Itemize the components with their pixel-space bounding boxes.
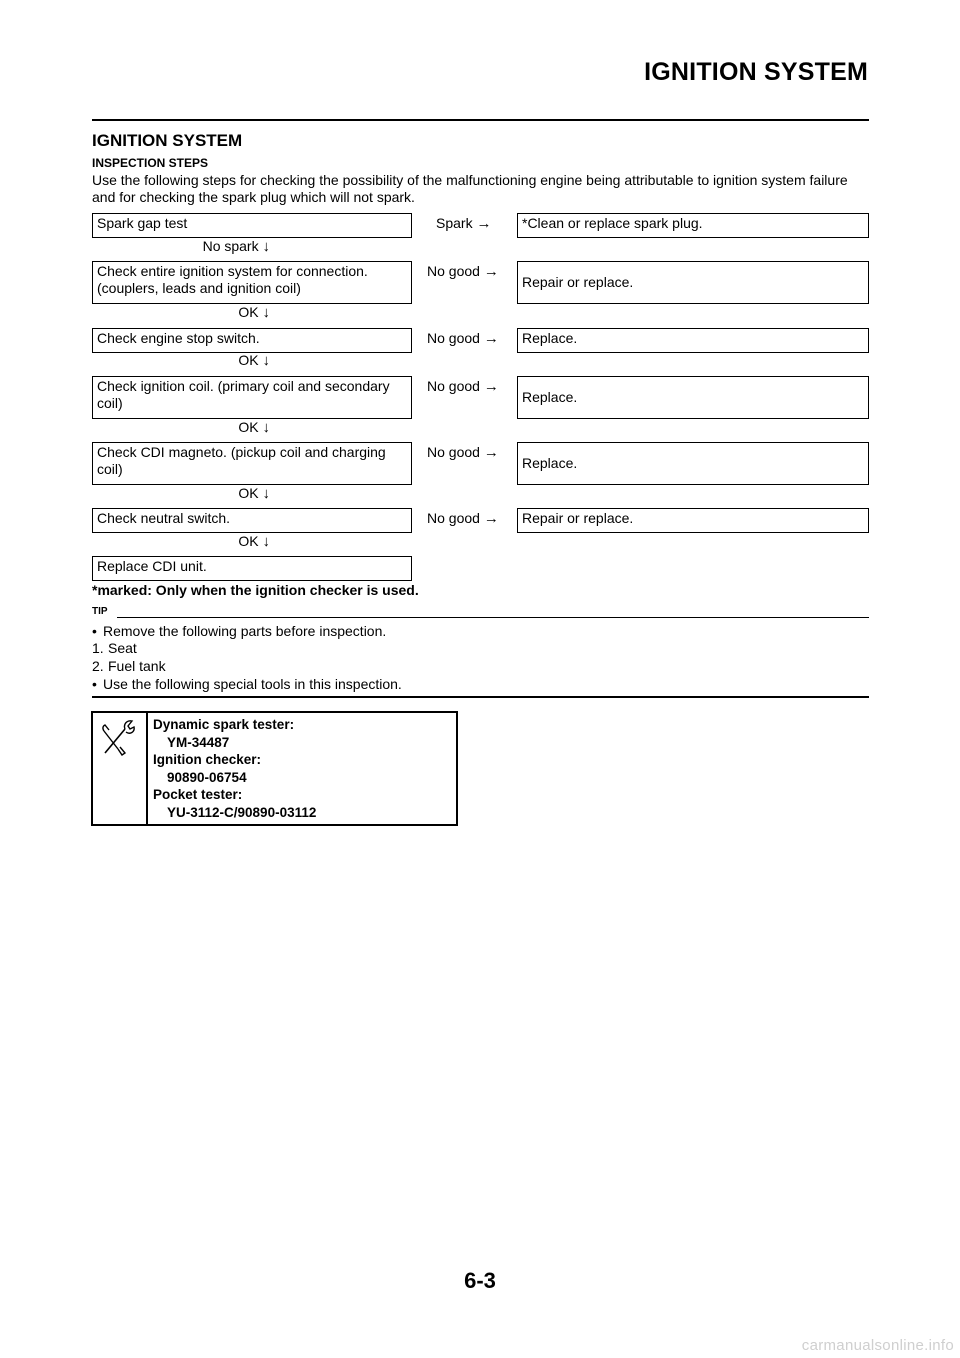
action-box: Replace. — [517, 376, 869, 419]
check-box: Check entire ignition system for connection. (couplers, leads and ignition coil) — [92, 261, 412, 304]
down-label: OK ↓ — [238, 419, 270, 436]
tool-name: Dynamic spark tester: — [153, 717, 295, 732]
watermark: carmanualsonline.info — [801, 1337, 954, 1354]
arrow-right-icon: → — [483, 263, 499, 280]
tip-rule — [92, 696, 869, 698]
fail-label: No good → — [427, 330, 499, 347]
page-header-title: IGNITION SYSTEM — [644, 58, 868, 86]
arrow-down-icon: ↓ — [262, 352, 270, 369]
action-box: *Clean or replace spark plug. — [517, 213, 869, 238]
arrow-down-icon: ↓ — [262, 419, 270, 436]
page-number: 6-3 — [464, 1268, 496, 1293]
section-subtitle: INSPECTION STEPS — [92, 156, 209, 170]
action-box: Replace. — [517, 442, 869, 485]
check-box: Spark gap test — [92, 213, 412, 238]
down-label: OK ↓ — [238, 352, 270, 369]
action-box: Repair or replace. — [517, 508, 869, 533]
special-tools-box — [91, 711, 458, 826]
special-tool-icon — [101, 719, 137, 764]
check-box: Check neutral switch. — [92, 508, 412, 533]
down-label: OK ↓ — [238, 304, 270, 321]
fail-label: No good → — [427, 378, 499, 395]
asterisk-note: *marked: Only when the ignition checker is used. — [92, 582, 419, 598]
down-label: OK ↓ — [238, 485, 270, 502]
tool-divider — [146, 713, 148, 824]
fail-label: No good → — [427, 444, 499, 461]
arrow-right-icon: → — [483, 444, 499, 461]
tool-code: YM-34487 — [167, 734, 230, 750]
tool-name: Pocket tester: — [153, 787, 243, 802]
action-box: Repair or replace. — [517, 261, 869, 304]
tool-code: 90890-06754 — [167, 769, 247, 785]
arrow-down-icon: ↓ — [262, 533, 270, 550]
tip-line: • Use the following special tools in this inspection. — [92, 676, 402, 692]
check-box: Check ignition coil. (primary coil and secondary coil) — [92, 376, 412, 419]
arrow-right-icon: → — [483, 330, 499, 347]
header-rule — [92, 119, 869, 121]
tip-rule — [117, 617, 869, 618]
arrow-right-icon: → — [476, 215, 492, 232]
fail-label: No good → — [427, 510, 499, 527]
arrow-down-icon: ↓ — [262, 238, 270, 255]
tip-line: • Remove the following parts before inspection. — [92, 623, 387, 639]
tip-label: TIP — [92, 606, 108, 617]
check-box: Replace CDI unit. — [92, 556, 412, 581]
fail-label: Spark → — [436, 215, 492, 232]
arrow-right-icon: → — [483, 510, 499, 527]
check-box: Check engine stop switch. — [92, 328, 412, 353]
tip-line: 2. Fuel tank — [92, 658, 166, 674]
intro-paragraph: Use the following steps for checking the possibility of the malfunctioning engine being attributable to ignition system failure and for checking the spark plug which will not spark. — [92, 172, 848, 205]
tool-code: YU-3112-C/90890-03112 — [167, 804, 317, 820]
fail-label: No good → — [427, 263, 499, 280]
tool-list — [153, 716, 316, 821]
tool-name: Ignition checker: — [153, 752, 262, 767]
arrow-down-icon: ↓ — [262, 304, 270, 321]
action-box: Replace. — [517, 328, 869, 353]
check-box: Check CDI magneto. (pickup coil and charging coil) — [92, 442, 412, 485]
arrow-down-icon: ↓ — [262, 485, 270, 502]
section-title: IGNITION SYSTEM — [92, 131, 243, 150]
down-label: No spark ↓ — [202, 238, 270, 255]
arrow-right-icon: → — [483, 378, 499, 395]
tip-line: 1. Seat — [92, 640, 137, 656]
down-label: OK ↓ — [238, 533, 270, 550]
